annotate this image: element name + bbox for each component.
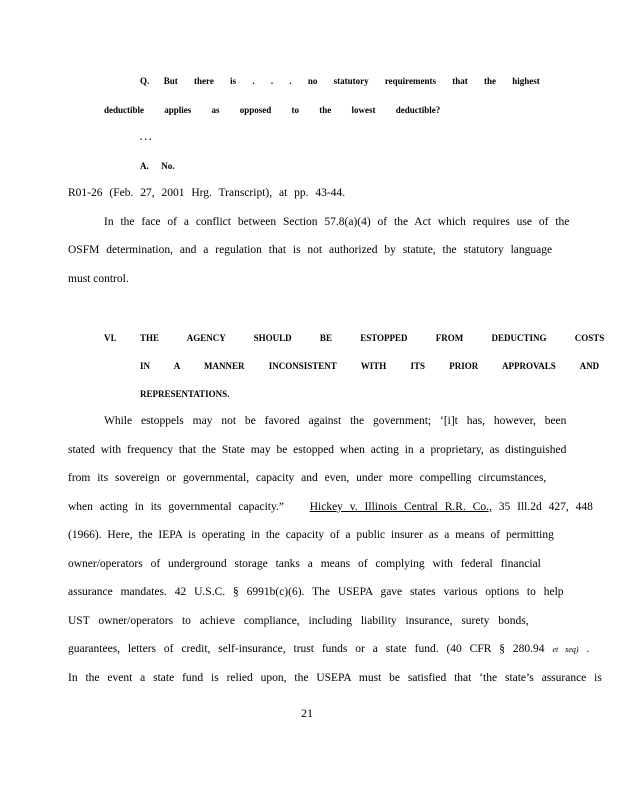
para1-line-3: must control. xyxy=(68,273,129,285)
answer-label: A. xyxy=(140,161,149,171)
para2-line-7: assurance mandates. 42 U.S.C. § 6991b(c)(6). The USEPA gave states various options to help xyxy=(68,586,564,598)
para2-line-6: owner/operators of underground storage tanks a means of complying with federal financial xyxy=(68,558,541,570)
para2-line-9-text: guarantees, letters of credit, self-insurance, trust funds or a state fund. (40 CFR § 280.94 xyxy=(68,643,545,655)
section-heading-line-2: IN A MANNER INCONSISTENT WITH ITS PRIOR APPROVALS AND xyxy=(140,361,600,371)
ellipsis: . . . xyxy=(140,132,152,142)
para2-line-10: In the event a state fund is relied upon, the USEPA must be satisfied that ‘the state’s assurance is xyxy=(68,672,602,684)
para2-line-4-text: when acting in its governmental capacity.” xyxy=(68,501,284,513)
para2-line-5: (1966). Here, the IEPA is operating in the capacity of a public insurer as a means of permitting xyxy=(68,529,554,541)
answer-text: No. xyxy=(161,161,175,171)
transcript-citation: R01-26 (Feb. 27, 2001 Hrg. Transcript), at pp. 43-44. xyxy=(68,187,346,199)
section-heading-line-1: THE AGENCY SHOULD BE ESTOPPED FROM DEDUCTING COSTS xyxy=(140,333,605,343)
para2-line-2: stated with frequency that the State may be estopped when acting in a proprietary, as distinguished xyxy=(68,444,567,456)
case-citation-hickey: Hickey v. Illinois Central R.R. Co., xyxy=(309,501,492,513)
question-line-2: deductible applies as opposed to the lowest deductible? xyxy=(104,105,441,115)
para2-line-1: While estoppels may not be favored against the government; ‘[i]t has, however, been xyxy=(104,415,567,427)
para2-line-9 xyxy=(68,642,589,657)
section-heading-line-3: REPRESENTATIONS. xyxy=(140,389,230,399)
page-number: 21 xyxy=(301,706,313,720)
question-line-1 xyxy=(140,74,540,88)
et-seq: et seq) xyxy=(552,645,579,654)
answer-line xyxy=(140,159,175,173)
para2-line-9-end: . xyxy=(586,643,590,655)
para1-line-2: OSFM determination, and a regulation that is not authorized by statute, the statutory language xyxy=(68,244,553,256)
question-text-1: But there is . . . no statutory requirements that the highest xyxy=(163,76,540,86)
case-reporter: 35 Ill.2d 427, 448 xyxy=(498,501,593,513)
question-label: Q. xyxy=(140,76,150,86)
para2-line-8: UST owner/operators to achieve compliance, including liability insurance, surety bonds, xyxy=(68,615,529,627)
para1-line-1: In the face of a conflict between Section 57.8(a)(4) of the Act which requires use of the xyxy=(104,216,570,228)
section-number: VI. xyxy=(104,333,117,343)
para2-line-4 xyxy=(68,500,593,514)
para2-line-3: from its sovereign or governmental, capacity and even, under more compelling circumstances, xyxy=(68,472,547,484)
